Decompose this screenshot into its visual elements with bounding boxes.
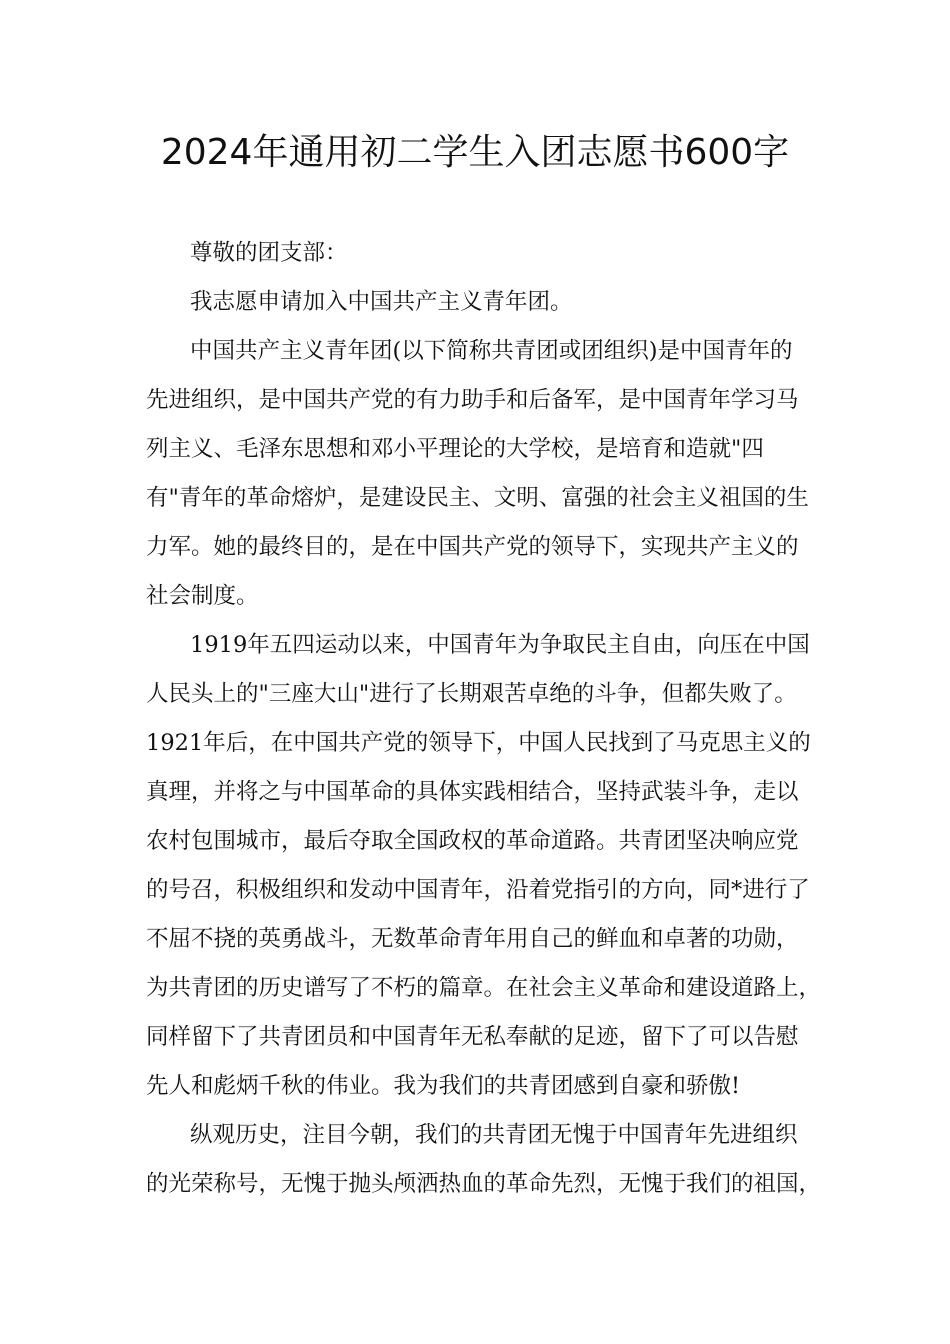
salutation: 尊敬的团支部：	[190, 240, 348, 266]
paragraph-line: 有"青年的革命熔炉，是建设民主、文明、富强的社会主义祖国的生	[146, 485, 809, 511]
paragraph-line: 为共青团的历史谱写了不朽的篇章。在社会主义革命和建设道路上，	[146, 975, 822, 1001]
paragraph-line: 力军。她的最终目的，是在中国共产党的领导下，实现共产主义的	[146, 534, 799, 560]
paragraph-line: 社会制度。	[146, 583, 259, 609]
paragraph-line: 我志愿申请加入中国共产主义青年团。	[190, 289, 573, 315]
paragraph-line: 农村包围城市，最后夺取全国政权的革命道路。共青团坚决响应党	[146, 828, 799, 854]
paragraph-line: 1921年后，在中国共产党的领导下，中国人民找到了马克思主义的	[146, 730, 811, 756]
paragraph-line: 同样留下了共青团员和中国青年无私奉献的足迹，留下了可以告慰	[146, 1024, 799, 1050]
paragraph-line: 的号召，积极组织和发动中国青年，沿着党指引的方向，同*进行了	[146, 877, 810, 903]
paragraph-line: 人民头上的"三座大山"进行了长期艰苦卓绝的斗争，但都失败了。	[146, 681, 797, 707]
document-title: 2024年通用初二学生入团志愿书600字	[160, 132, 790, 173]
paragraph-line: 不屈不挠的英勇战斗，无数革命青年用自己的鲜血和卓著的功勋，	[146, 926, 799, 952]
paragraph-line: 先进组织，是中国共产党的有力助手和后备军，是中国青年学习马	[146, 387, 799, 413]
paragraph-line: 的光荣称号，无愧于抛头颅洒热血的革命先烈，无愧于我们的祖国，	[146, 1171, 822, 1197]
paragraph-line: 真理，并将之与中国革命的具体实践相结合，坚持武装斗争，走以	[146, 779, 799, 805]
paragraph-line: 先人和彪炳千秋的伟业。我为我们的共青团感到自豪和骄傲!	[146, 1073, 741, 1099]
paragraph-line: 中国共产主义青年团(以下简称共青团或团组织)是中国青年的	[190, 338, 793, 364]
paragraph-line: 列主义、毛泽东思想和邓小平理论的大学校，是培育和造就"四	[146, 436, 764, 462]
paragraph-line: 1919年五四运动以来，中国青年为争取民主自由，向压在中国	[190, 632, 810, 658]
paragraph-line: 纵观历史，注目今朝，我们的共青团无愧于中国青年先进组织	[190, 1122, 798, 1148]
